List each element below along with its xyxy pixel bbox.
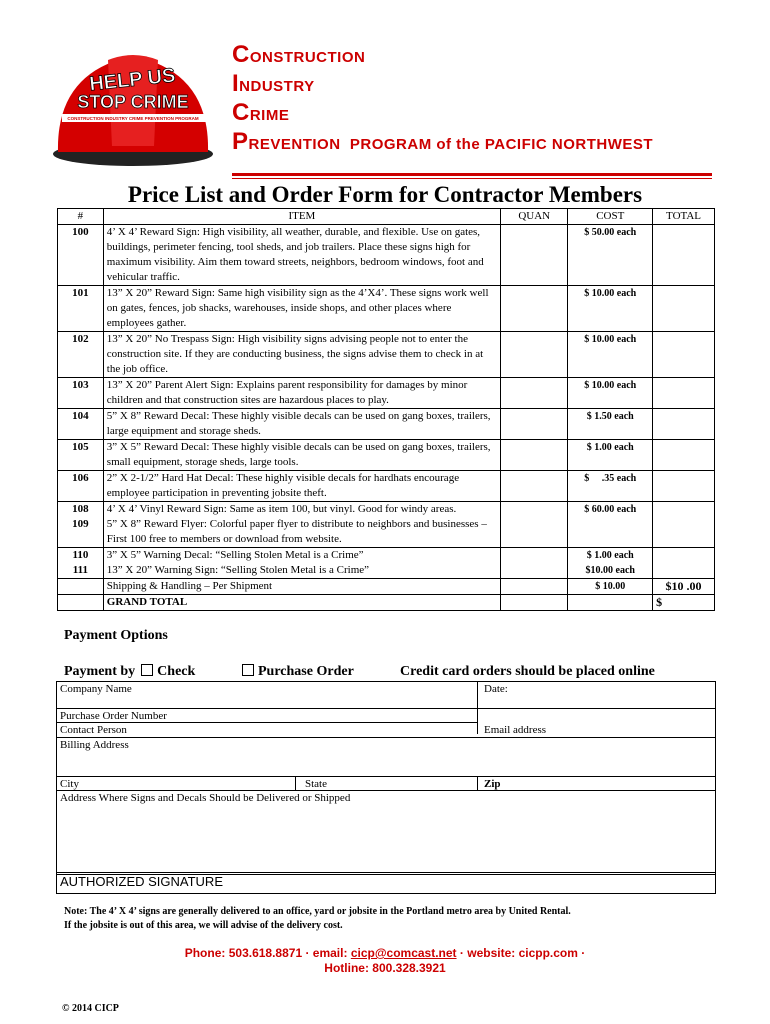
grand-total-value[interactable]: $: [653, 595, 715, 611]
page-title: Price List and Order Form for Contractor Members: [127, 182, 643, 207]
help-us-stop-crime-logo: [48, 42, 218, 170]
item-number: 100: [58, 225, 104, 286]
empty-cell: [501, 595, 568, 611]
total-cell[interactable]: [653, 471, 715, 502]
date-label: Date:: [484, 683, 508, 695]
total-cell[interactable]: [653, 286, 715, 332]
total-cell[interactable]: [653, 332, 715, 378]
org-line-4: PREVENTION PROGRAM of the PACIFIC NORTHWEST: [232, 128, 654, 155]
purchase-order-label: Purchase Order: [258, 664, 354, 679]
quantity-cell[interactable]: [501, 409, 568, 440]
table-row: [58, 378, 715, 409]
item-description: 13” X 20” Parent Alert Sign: Explains parent responsibility for damages by minor children and that construction sites are hazardous places to play.: [103, 378, 500, 409]
item-number: 108 109: [58, 502, 104, 548]
online-payment-note: Credit card orders should be placed online: [400, 664, 655, 679]
delivery-note: [64, 905, 571, 933]
table-row: [58, 548, 715, 579]
state-label: State: [305, 778, 327, 790]
divider: [295, 776, 296, 790]
price-list-table: [57, 208, 715, 611]
copyright: © 2014 CICP: [62, 1003, 119, 1014]
item-description: 13” X 20” Reward Sign: Same high visibility sign as the 4’X4’. These signs work well on gates, fences, job shacks, warehouses, inside shops, and other places where employees gather.: [103, 286, 500, 332]
item-number: 102: [58, 332, 104, 378]
item-number: 110 111: [58, 548, 104, 579]
item-description: 3” X 5” Reward Decal: These highly visible decals can be used on gang boxes, trailers, small equipment, storage sheds, large tools.: [103, 440, 500, 471]
email-link[interactable]: cicp@comcast.net: [350, 946, 457, 960]
item-description: 13” X 20” No Trespass Sign: High visibility signs advising people not to enter the construction site. If they are conducting business, the signs advise them to check in at the job office.: [103, 332, 500, 378]
total-cell[interactable]: [653, 378, 715, 409]
col-header-total: TOTAL: [653, 209, 715, 225]
empty-cell: [58, 595, 104, 611]
check-label: Check: [157, 664, 196, 679]
city-label: City: [60, 778, 79, 790]
divider: [57, 708, 715, 709]
payment-options-heading: Payment Options: [64, 628, 168, 643]
note-line-1: Note: The 4’ X 4’ signs are generally delivered to an office, yard or jobsite in the Portland metro area by United Rental.: [64, 906, 571, 917]
quantity-cell[interactable]: [501, 502, 568, 548]
item-cost: $ 10.00 each: [568, 286, 653, 332]
total-cell[interactable]: [653, 225, 715, 286]
divider: [477, 776, 478, 790]
signature-box[interactable]: [56, 873, 716, 894]
empty-cell: [58, 579, 104, 595]
item-description: 2” X 2-1/2” Hard Hat Decal: These highly visible decals for hardhats encourage employee participation in preventing jobsite theft.: [103, 471, 500, 502]
item-cost: $ 10.00 each: [568, 332, 653, 378]
delivery-address-label: Address Where Signs and Decals Should be Delivered or Shipped: [60, 792, 351, 804]
table-row: [58, 440, 715, 471]
divider: [57, 790, 715, 791]
col-header-quan: QUAN: [501, 209, 568, 225]
empty-cell: [568, 595, 653, 611]
col-header-cost: COST: [568, 209, 653, 225]
grand-total-label: GRAND TOTAL: [103, 595, 500, 611]
table-row: [58, 286, 715, 332]
organization-name: [232, 40, 653, 156]
po-number-label: Purchase Order Number: [60, 710, 167, 722]
quantity-cell[interactable]: [501, 286, 568, 332]
contact-person-label: Contact Person: [60, 724, 127, 736]
org-line-3: CRIME: [232, 99, 290, 126]
order-form: [56, 681, 716, 875]
table-row: [58, 471, 715, 502]
shipping-label: Shipping & Handling – Per Shipment: [103, 579, 500, 595]
item-cost: $ 1.50 each: [568, 409, 653, 440]
billing-address-label: Billing Address: [60, 739, 129, 751]
total-cell[interactable]: [653, 502, 715, 548]
shipping-row: [58, 579, 715, 595]
item-cost: $ 10.00 each: [568, 378, 653, 409]
check-checkbox[interactable]: [141, 664, 153, 676]
authorized-signature-label: AUTHORIZED SIGNATURE: [60, 874, 223, 889]
item-description: 5” X 8” Reward Decal: These highly visible decals can be used on gang boxes, trailers, large equipment and storage sheds.: [103, 409, 500, 440]
item-cost: $ 60.00 each: [568, 502, 653, 548]
shipping-total: $10 .00: [653, 579, 715, 595]
item-number: 104: [58, 409, 104, 440]
quantity-cell[interactable]: [501, 378, 568, 409]
table-row: [58, 332, 715, 378]
header-rule: [232, 173, 712, 176]
item-cost: $ .35 each: [568, 471, 653, 502]
quantity-cell[interactable]: [501, 440, 568, 471]
contact-info: [0, 946, 770, 976]
quantity-cell[interactable]: [501, 579, 568, 595]
quantity-cell[interactable]: [501, 332, 568, 378]
org-line-2: INDUSTRY: [232, 70, 315, 97]
table-row: [58, 409, 715, 440]
item-cost: $ 1.00 each $10.00 each: [568, 548, 653, 579]
item-number: 105: [58, 440, 104, 471]
table-row: [58, 502, 715, 548]
org-line-1: CONSTRUCTION: [232, 41, 366, 68]
shipping-cost: $ 10.00: [568, 579, 653, 595]
grand-total-row: [58, 595, 715, 611]
hotline-text: Hotline: 800.328.3921: [324, 961, 446, 975]
logo-stop-crime-text: STOP CRIME: [77, 92, 189, 112]
note-line-2: If the jobsite is out of this area, we will advise of the delivery cost.: [64, 920, 343, 931]
logo-band-text: CONSTRUCTION INDUSTRY CRIME PREVENTION PROGRAM: [67, 116, 199, 121]
total-cell[interactable]: [653, 409, 715, 440]
item-number: 101: [58, 286, 104, 332]
logo-help-us-text: HELP US: [88, 64, 177, 96]
contact-line-1: [0, 946, 770, 961]
email-address-label: Email address: [484, 724, 547, 736]
zip-label: Zip: [484, 778, 501, 790]
total-cell[interactable]: [653, 548, 715, 579]
item-cost: $ 50.00 each: [568, 225, 653, 286]
item-description: 4’ X 4’ Reward Sign: High visibility, all weather, durable, and flexible. Use on gates, buildings, perimeter fencing, tool sheds, and job trailers. Place these signs high for maximum visibility. Aim them toward streets, neighbors, bedroom windows, foot and vehicular traffic.: [103, 225, 500, 286]
table-header-row: [58, 209, 715, 225]
phone-text: Phone: 503.618.8871 · email:: [184, 946, 348, 960]
payment-by-row: [64, 664, 195, 680]
col-header-item: ITEM: [103, 209, 500, 225]
company-name-label: Company Name: [60, 683, 132, 695]
payment-by-label: Payment by: [64, 664, 136, 679]
quantity-cell[interactable]: [501, 225, 568, 286]
website-text[interactable]: · website: cicpp.com ·: [459, 946, 586, 960]
item-number: 106: [58, 471, 104, 502]
item-description: 4’ X 4’ Vinyl Reward Sign: Same as item 100, but vinyl. Good for windy areas. 5” X 8” Reward Flyer: Colorful paper flyer to distribute to neighbors and businesses – First 100 free to members or download from website.: [103, 502, 500, 548]
item-cost: $ 1.00 each: [568, 440, 653, 471]
purchase-order-checkbox[interactable]: [242, 664, 254, 676]
quantity-cell[interactable]: [501, 471, 568, 502]
col-header-num: #: [58, 209, 104, 225]
item-number: 103: [58, 378, 104, 409]
table-row: [58, 225, 715, 286]
quantity-cell[interactable]: [501, 548, 568, 579]
divider: [57, 722, 477, 723]
purchase-order-option: [242, 664, 354, 680]
header-rule-thin: [232, 178, 712, 179]
divider: [57, 737, 715, 738]
total-cell[interactable]: [653, 440, 715, 471]
item-description: 3” X 5” Warning Decal: “Selling Stolen Metal is a Crime” 13” X 20” Warning Sign: “Selling Stolen Metal is a Crime”: [103, 548, 500, 579]
divider: [57, 776, 715, 777]
